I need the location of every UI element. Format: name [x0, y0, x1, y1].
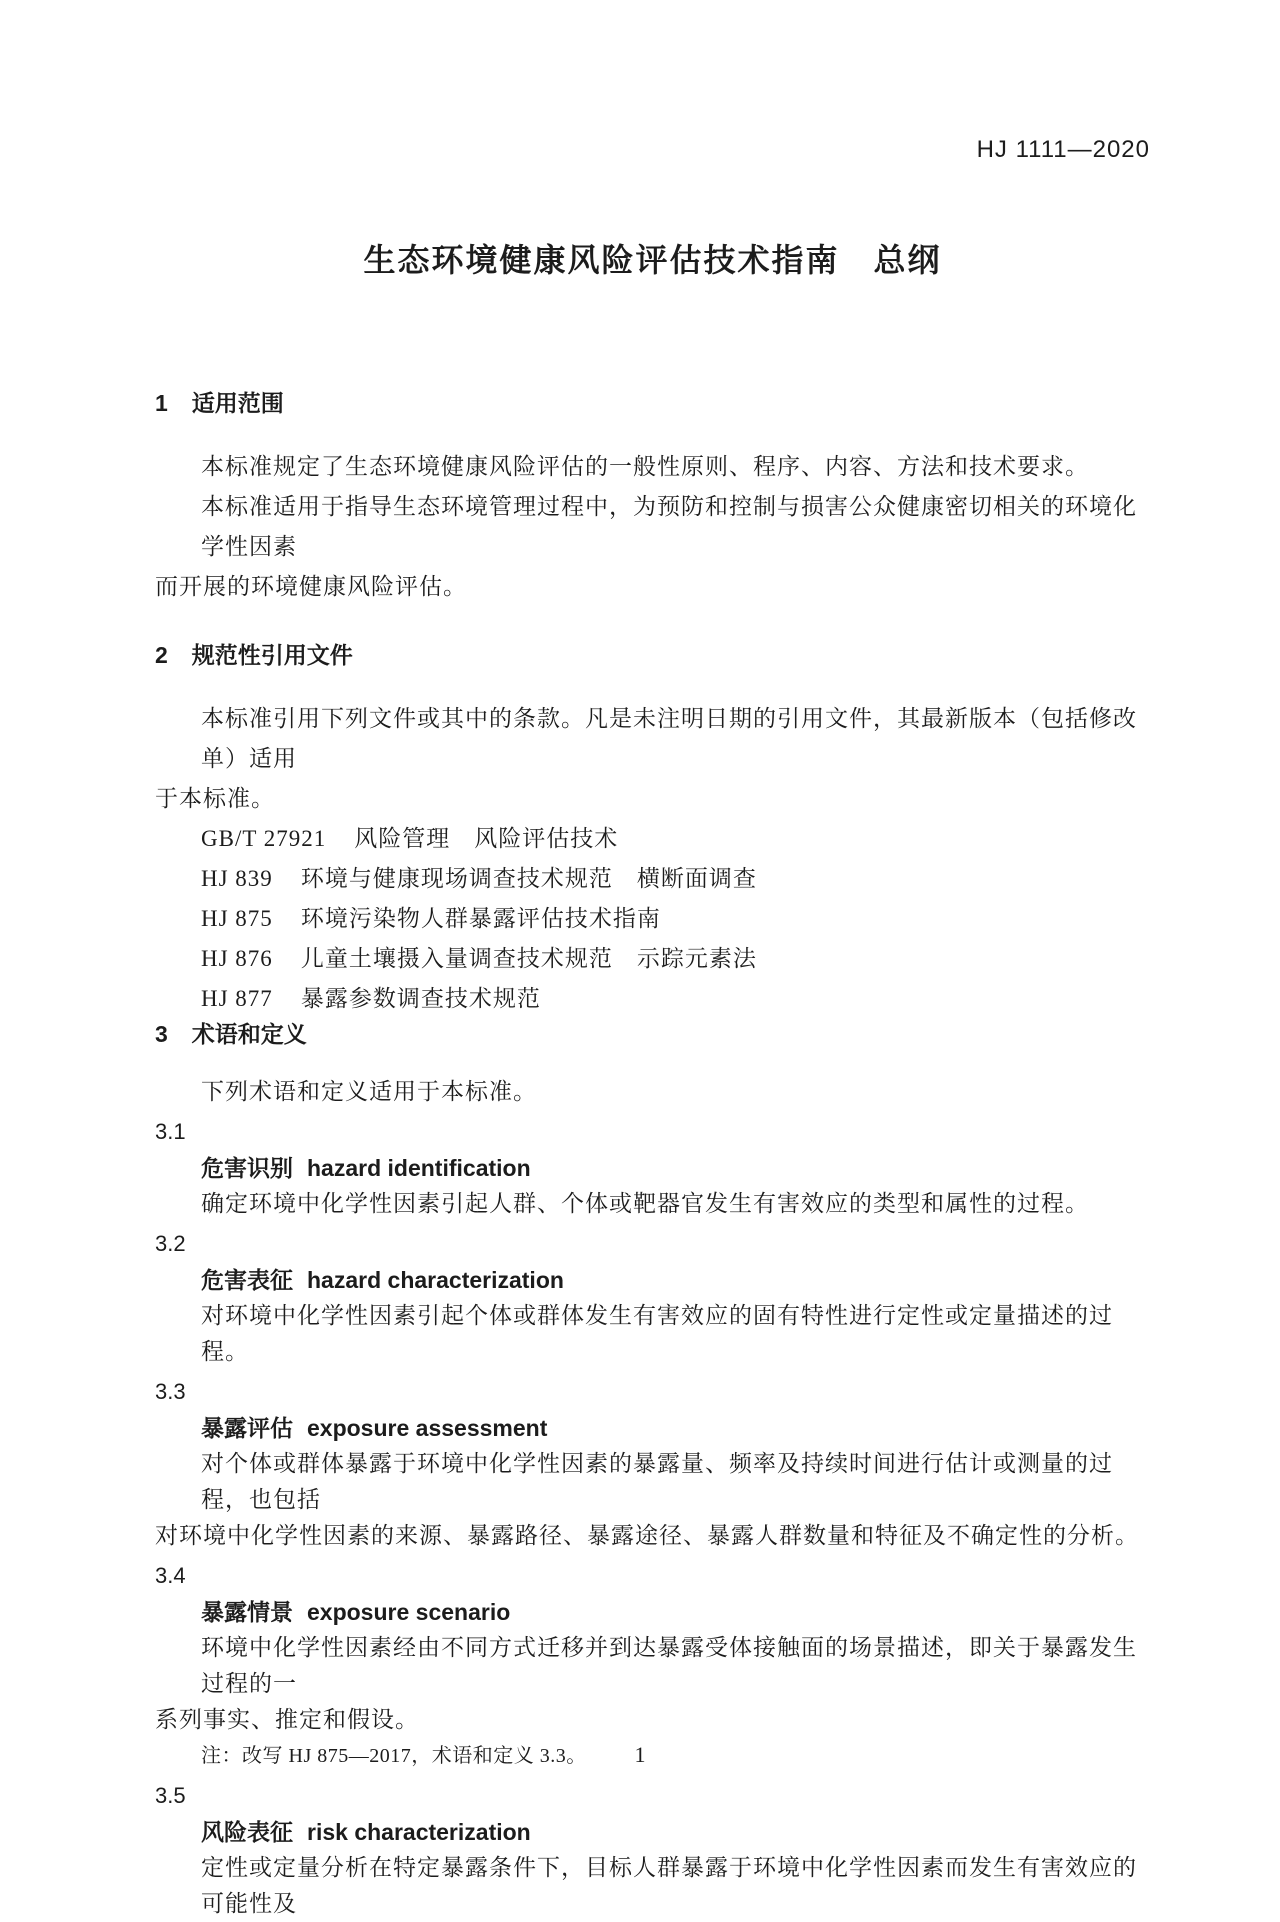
term-zh: 暴露情景: [201, 1599, 293, 1625]
section-refs-heading: [155, 640, 1150, 670]
scope-paragraph-line: 本标准适用于指导生态环境管理过程中，为预防和控制与损害公众健康密切相关的环境化学性因素: [201, 494, 1137, 559]
section-number: 2: [155, 642, 168, 668]
term-en: risk characterization: [307, 1819, 531, 1845]
term-name: [155, 1814, 1150, 1850]
scope-paragraph-line: 而开展的环境健康风险评估。: [155, 574, 467, 599]
term-3-2: [155, 1226, 1150, 1370]
term-en: exposure scenario: [307, 1599, 511, 1625]
term-id: 3.3: [155, 1379, 186, 1404]
section-title: 术语和定义: [191, 1021, 307, 1047]
reference-item: [155, 899, 1150, 939]
term-definition-line: 系列事实、推定和假设。: [155, 1707, 419, 1732]
reference-item: [155, 979, 1150, 1019]
terms-intro: 下列术语和定义适用于本标准。: [201, 1079, 537, 1104]
term-definition-line: 确定环境中化学性因素引起人群、个体或靶器官发生有害效应的类型和属性的过程。: [201, 1191, 1089, 1216]
refs-intro-line: 本标准引用下列文件或其中的条款。凡是未注明日期的引用文件，其最新版本（包括修改单）适用: [201, 706, 1137, 771]
section-title: 适用范围: [191, 390, 284, 416]
reference-title: 环境与健康现场调查技术规范 横断面调查: [300, 866, 757, 891]
reference-item: [155, 819, 1150, 859]
term-name: [155, 1594, 1150, 1630]
reference-list: [155, 819, 1150, 1019]
term-name: [155, 1262, 1150, 1298]
term-3-3: [155, 1374, 1150, 1554]
reference-title: 儿童土壤摄入量调查技术规范 示踪元素法: [300, 946, 757, 971]
reference-code: HJ 839: [201, 866, 273, 891]
term-name: [155, 1410, 1150, 1446]
reference-code: HJ 877: [201, 986, 273, 1011]
term-zh: 风险表征: [201, 1819, 293, 1845]
term-zh: 暴露评估: [201, 1415, 293, 1441]
section-title: 规范性引用文件: [191, 642, 353, 668]
section-number: 3: [155, 1021, 168, 1047]
term-id: 3.4: [155, 1563, 186, 1588]
term-id: 3.5: [155, 1783, 186, 1808]
reference-code: HJ 875: [201, 906, 273, 931]
reference-title: 风险管理 风险评估技术: [354, 826, 619, 851]
term-zh: 危害表征: [201, 1267, 293, 1293]
section-normative-references: [155, 640, 1150, 1019]
term-en: hazard characterization: [307, 1267, 564, 1293]
page-number: 1: [634, 1742, 646, 1767]
term-definition-line: 定性或定量分析在特定暴露条件下，目标人群暴露于环境中化学性因素而发生有害效应的可能性及: [201, 1855, 1137, 1916]
scope-paragraph-line: 本标准规定了生态环境健康风险评估的一般性原则、程序、内容、方法和技术要求。: [201, 454, 1089, 479]
refs-intro-line: 于本标准。: [155, 786, 275, 811]
term-3-1: [155, 1114, 1150, 1222]
term-zh: 危害识别: [201, 1155, 293, 1181]
term-id: 3.1: [155, 1119, 186, 1144]
section-terms-heading: [155, 1019, 1150, 1049]
term-definition-line: 对环境中化学性因素的来源、暴露路径、暴露途径、暴露人群数量和特征及不确定性的分析。: [155, 1523, 1139, 1548]
term-en: hazard identification: [307, 1155, 531, 1181]
term-en: exposure assessment: [307, 1415, 548, 1441]
section-terms-definitions: [155, 1019, 1150, 1922]
reference-code: HJ 876: [201, 946, 273, 971]
term-definition-line: 环境中化学性因素经由不同方式迁移并到达暴露受体接触面的场景描述，即关于暴露发生过程的一: [201, 1635, 1137, 1696]
doc-number: HJ 1111—2020: [976, 136, 1150, 163]
term-definition-line: 对环境中化学性因素引起个体或群体发生有害效应的固有特性进行定性或定量描述的过程。: [201, 1303, 1113, 1364]
reference-item: [155, 859, 1150, 899]
section-scope: [155, 388, 1150, 607]
term-name: [155, 1150, 1150, 1186]
reference-item: [155, 939, 1150, 979]
term-id: 3.2: [155, 1231, 186, 1256]
section-number: 1: [155, 390, 168, 416]
term-note: 注：改写 HJ 875—2017，术语和定义 3.3。: [201, 1745, 587, 1767]
reference-code: GB/T 27921: [201, 826, 327, 851]
reference-title: 环境污染物人群暴露评估技术指南: [300, 906, 661, 931]
reference-title: 暴露参数调查技术规范: [300, 986, 541, 1011]
doc-title: 生态环境健康风险评估技术指南 总纲: [363, 242, 942, 278]
term-3-5: [155, 1778, 1150, 1922]
section-scope-heading: [155, 388, 1150, 418]
term-definition-line: 对个体或群体暴露于环境中化学性因素的暴露量、频率及持续时间进行估计或测量的过程，也包括: [201, 1451, 1113, 1512]
